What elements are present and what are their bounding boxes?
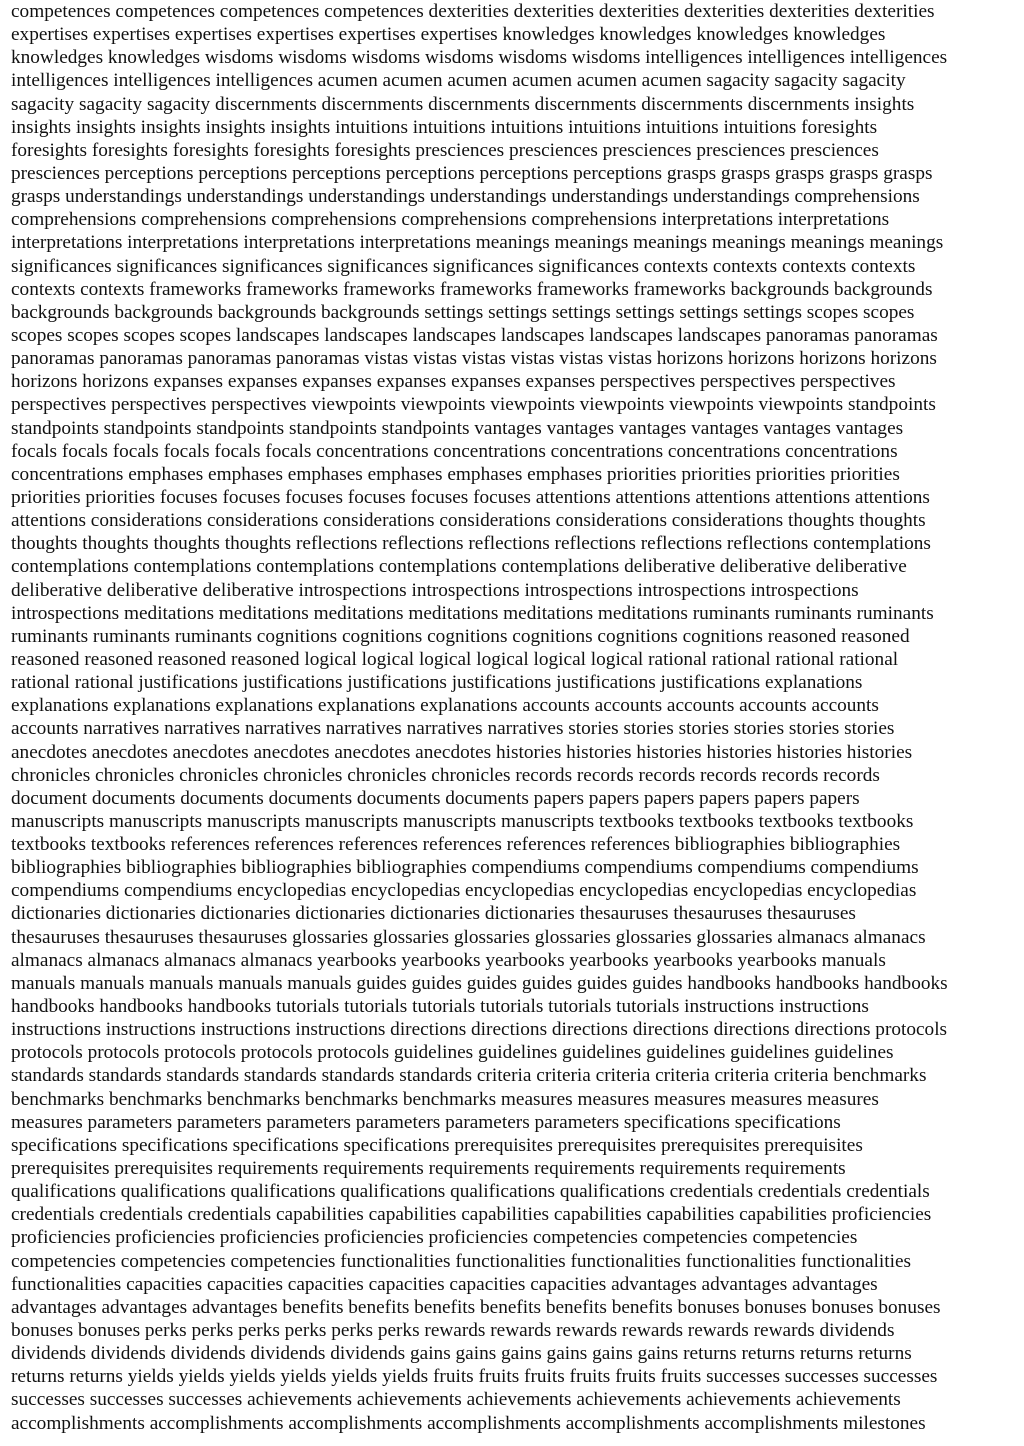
text-line: presciences perceptions perceptions perceptions perceptions perceptions perceptions grasps grasps grasps grasps grasps: [11, 162, 933, 184]
text-line: prerequisites prerequisites requirements requirements requirements requirements requirements requirements: [11, 1158, 846, 1180]
text-line: credentials credentials credentials capabilities capabilities capabilities capabilities capabilities capabilities proficiencies: [11, 1204, 932, 1226]
text-line: manuscripts manuscripts manuscripts manuscripts manuscripts manuscripts textbooks textbooks textbooks textbooks: [11, 810, 914, 832]
text-line: competencies competencies competencies functionalities functionalities functionalities functionalities functionalities: [11, 1250, 912, 1272]
text-line: sagacity sagacity sagacity discernments discernments discernments discernments discernments discernments insights: [11, 93, 915, 115]
text-line: accounts narratives narratives narratives narratives narratives narratives stories stories stories stories stories stories: [11, 718, 895, 740]
text-line: thoughts thoughts thoughts thoughts reflections reflections reflections reflections reflections reflections contemplations: [11, 533, 931, 555]
text-line: focals focals focals focals focals focals concentrations concentrations concentrations concentrations concentrations: [11, 440, 898, 462]
text-line: instructions instructions instructions instructions directions directions directions directions directions directions protocols: [11, 1019, 948, 1041]
text-line: almanacs almanacs almanacs almanacs yearbooks yearbooks yearbooks yearbooks yearbooks yearbooks manuals: [11, 949, 886, 971]
text-line: bibliographies bibliographies bibliographies bibliographies compendiums compendiums compendiums compendiums: [11, 857, 919, 879]
text-line: knowledges knowledges wisdoms wisdoms wisdoms wisdoms wisdoms wisdoms intelligences intelligences intelligences: [11, 47, 948, 69]
text-line: attentions considerations considerations considerations considerations considerations considerations thoughts thoughts: [11, 510, 926, 532]
text-line: thesauruses thesauruses thesauruses glossaries glossaries glossaries glossaries glossaries glossaries almanacs almanacs: [11, 926, 926, 948]
text-line: priorities priorities focuses focuses focuses focuses focuses focuses attentions attentions attentions attentions attentions: [11, 486, 930, 508]
text-line: backgrounds backgrounds backgrounds backgrounds settings settings settings settings settings settings scopes scopes: [11, 301, 915, 323]
text-line: competences competences competences competences dexterities dexterities dexterities dexterities dexterities dexterities: [11, 1, 935, 22]
text-line: standpoints standpoints standpoints standpoints standpoints vantages vantages vantages vantages vantages vantages: [11, 417, 904, 439]
text-line: horizons horizons expanses expanses expanses expanses expanses expanses perspectives perspectives perspectives: [11, 371, 896, 393]
text-line: functionalities capacities capacities capacities capacities capacities capacities advantages advantages advantages: [11, 1273, 878, 1295]
text-line: specifications specifications specifications specifications prerequisites prerequisites prerequisites prerequisites: [11, 1134, 863, 1156]
text-line: comprehensions comprehensions comprehensions comprehensions comprehensions interpretations interpretations: [11, 209, 890, 231]
text-line: returns returns yields yields yields yields yields yields fruits fruits fruits fruits fruits fruits successes successes successes: [11, 1366, 938, 1388]
text-line: measures parameters parameters parameters parameters parameters parameters specifications specifications: [11, 1111, 841, 1133]
text-line: introspections meditations meditations meditations meditations meditations meditations ruminants ruminants ruminants: [11, 602, 934, 624]
text-line: explanations explanations explanations explanations explanations accounts accounts accounts accounts accounts: [11, 695, 879, 717]
text-line: contemplations contemplations contemplations contemplations contemplations deliberative deliberative deliberative: [11, 556, 907, 578]
text-line: perspectives perspectives perspectives viewpoints viewpoints viewpoints viewpoints viewpoints viewpoints standpoints: [11, 394, 936, 416]
text-line: handbooks handbooks handbooks tutorials tutorials tutorials tutorials tutorials tutorials instructions instructions: [11, 996, 869, 1018]
text-line: benchmarks benchmarks benchmarks benchmarks benchmarks measures measures measures measures measures: [11, 1088, 879, 1110]
text-line: textbooks textbooks references references references references references references bibliographies bibliographies: [11, 834, 901, 856]
text-line: rational rational justifications justifications justifications justifications justifications justifications explanations: [11, 672, 863, 694]
text-line: qualifications qualifications qualifications qualifications qualifications qualifications credentials credentials credentials: [11, 1181, 930, 1203]
text-line: successes successes successes achievements achievements achievements achievements achievements achievements: [11, 1389, 901, 1411]
text-line: compendiums compendiums encyclopedias encyclopedias encyclopedias encyclopedias encyclopedias encyclopedias: [11, 880, 917, 902]
text-line: expertises expertises expertises expertises expertises expertises knowledges knowledges knowledges knowledges: [11, 24, 886, 46]
text-line: contexts contexts frameworks frameworks frameworks frameworks frameworks frameworks backgrounds backgrounds: [11, 278, 933, 300]
text-line: panoramas panoramas panoramas panoramas vistas vistas vistas vistas vistas vistas horizons horizons horizons horizons: [11, 348, 937, 370]
text-line: significances significances significances significances significances significances contexts contexts contexts contexts: [11, 255, 916, 277]
text-line: dividends dividends dividends dividends dividends gains gains gains gains gains gains returns returns returns returns: [11, 1343, 912, 1365]
text-line: foresights foresights foresights foresights foresights presciences presciences presciences presciences presciences: [11, 139, 879, 161]
text-line: chronicles chronicles chronicles chronicles chronicles chronicles records records records records records records: [11, 764, 880, 786]
text-line: manuals manuals manuals manuals manuals guides guides guides guides guides guides handbooks handbooks handbooks: [11, 972, 948, 994]
text-line: dictionaries dictionaries dictionaries dictionaries dictionaries dictionaries thesauruses thesauruses thesauruses: [11, 903, 856, 925]
text-line: reasoned reasoned reasoned reasoned logical logical logical logical logical logical rational rational rational rational: [11, 648, 899, 670]
text-line: concentrations emphases emphases emphases emphases emphases emphases priorities priorities priorities priorities: [11, 463, 900, 485]
text-line: accomplishments accomplishments accomplishments accomplishments accomplishments accomplishments milestones: [11, 1412, 926, 1434]
text-line: intelligences intelligences intelligences acumen acumen acumen acumen acumen acumen sagacity sagacity sagacity: [11, 70, 906, 92]
text-line: standards standards standards standards standards standards criteria criteria criteria criteria criteria criteria benchmarks: [11, 1065, 927, 1087]
text-line: advantages advantages advantages benefits benefits benefits benefits benefits benefits bonuses bonuses bonuses bonuses: [11, 1296, 941, 1318]
text-line: deliberative deliberative deliberative introspections introspections introspections introspections introspections: [11, 579, 859, 601]
text-line: insights insights insights insights insights intuitions intuitions intuitions intuitions intuitions intuitions foresights: [11, 116, 878, 138]
text-line: scopes scopes scopes scopes landscapes landscapes landscapes landscapes landscapes landscapes panoramas panoramas: [11, 324, 938, 346]
text-line: anecdotes anecdotes anecdotes anecdotes anecdotes anecdotes histories histories histories histories histories histories: [11, 741, 913, 763]
text-line: bonuses bonuses perks perks perks perks perks perks rewards rewards rewards rewards rewards rewards dividends: [11, 1320, 895, 1342]
text-line: document documents documents documents documents documents papers papers papers papers papers papers: [11, 787, 860, 809]
text-line: ruminants ruminants ruminants cognitions cognitions cognitions cognitions cognitions cognitions reasoned reasoned: [11, 625, 910, 647]
text-line: grasps understandings understandings understandings understandings understandings understandings comprehensions: [11, 186, 920, 208]
text-line: protocols protocols protocols protocols protocols guidelines guidelines guidelines guidelines guidelines guidelines: [11, 1042, 894, 1064]
text-line: proficiencies proficiencies proficiencies proficiencies proficiencies competencies competencies competencies: [11, 1227, 858, 1249]
text-line: interpretations interpretations interpretations interpretations meanings meanings meanings meanings meanings meanings: [11, 232, 944, 254]
